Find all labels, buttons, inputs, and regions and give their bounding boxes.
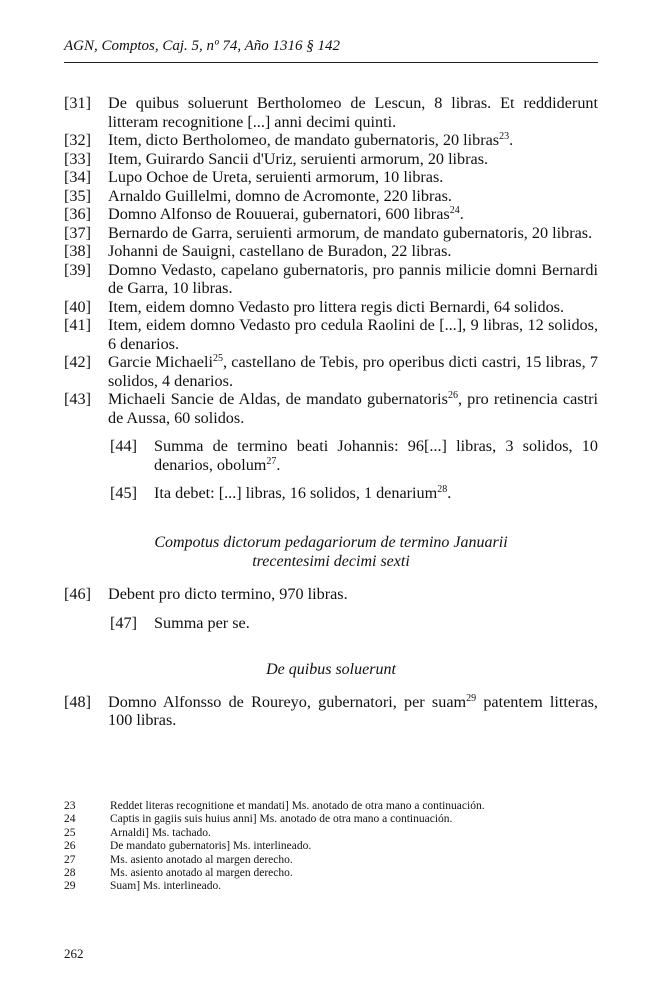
entry-text: Bernardo de Garra, seruienti armorum, de mandato gubernatoris, 20 libras.: [108, 223, 593, 242]
entry-text-after: .: [447, 484, 452, 502]
footnote-ref: 23: [499, 131, 510, 142]
entry-text: Summa per se.: [154, 614, 250, 632]
entry-number: [35]: [64, 186, 91, 205]
footnote-ref: 26: [447, 390, 458, 401]
entry-text: Item, dicto Bertholomeo, de mandato gubernatoris, 20 libras: [108, 131, 500, 149]
entry-text: Summa de termino beati Johannis: 96[...] libras, 3 solidos, 10 denarios, obolum: [154, 437, 598, 474]
entry-text-after: , castellano de Tebis, pro operibus dicti castri, 15 libras, 7 solidos, 4 denarios.: [108, 353, 598, 390]
footnote: [64, 854, 598, 867]
section-heading: [64, 533, 598, 571]
footnote: [64, 827, 598, 840]
entry: [0, 242, 660, 261]
footnotes: [64, 800, 598, 894]
entry-45: [0, 484, 660, 503]
entry-text: Arnaldo Guillelmi, domno de Acromonte, 220 libras.: [108, 186, 452, 205]
footnote-ref: 28: [437, 484, 448, 495]
footnote: [64, 880, 598, 893]
footnote-number: 25: [64, 826, 76, 839]
entry: [0, 224, 660, 243]
footnote-number: 29: [64, 880, 76, 893]
entry-number: [40]: [64, 297, 91, 316]
entry: [0, 94, 660, 131]
footnote-text: Suam] Ms. interlineado.: [110, 880, 222, 893]
header-rule: [64, 62, 598, 63]
entry-text-after: .: [276, 455, 281, 474]
footnote-number: 27: [64, 853, 76, 866]
entry-text: Johanni de Sauigni, castellano de Buradon, 22 libras.: [108, 242, 452, 260]
entry-number: [47]: [110, 614, 137, 632]
heading-line: Compotus dictorum pedagariorum de termino Januarii: [154, 533, 508, 551]
entry: [0, 316, 660, 353]
entry-text: Lupo Ochoe de Ureta, seruienti armorum, 10 libras.: [108, 168, 444, 186]
footnote-text: Arnaldi] Ms. tachado.: [110, 826, 211, 839]
entry-text-after: , pro retinencia castri de Aussa, 60 solidos.: [108, 390, 598, 427]
entry-text: Debent pro dicto termino, 970 libras.: [108, 584, 348, 603]
entry-text: Item, eidem domno Vedasto pro littera regis dicti Bernardi, 64 solidos.: [108, 297, 565, 316]
entry-text: Garcie Michaeli: [108, 353, 213, 371]
entry-number: [31]: [64, 94, 91, 112]
entry: [0, 150, 660, 169]
entry-47: [0, 614, 660, 633]
entry-48: [0, 693, 660, 730]
entry-number: [38]: [64, 242, 91, 260]
entry-text: Domno Vedasto, capelano gubernatoris, pro pannis milicie domni Bernardi de Garra, 10 libras.: [108, 260, 598, 297]
entry: [0, 131, 660, 150]
entry-number: [42]: [64, 353, 91, 371]
footnote: [64, 800, 598, 813]
entry-text: Domno Alfonsso de Roureyo, gubernatori, per suam: [108, 692, 467, 711]
entry-number: [48]: [64, 692, 91, 711]
entry-number: [41]: [64, 316, 91, 334]
footnote: [64, 840, 598, 853]
entry-46: [0, 585, 660, 604]
entry-text-after: .: [509, 131, 514, 149]
entry-number: [32]: [64, 131, 91, 149]
entry: [0, 168, 660, 187]
entry-text: De quibus soluerunt Bertholomeo de Lescun, 8 libras. Et reddiderunt litteram recognitione [...] anni decimi quinti.: [108, 94, 598, 131]
footnote-text: Reddet literas recognitione et mandati] Ms. anotado de otra mano a continuación.: [110, 800, 485, 812]
entry: [0, 187, 660, 206]
entry-text: Michaeli Sancie de Aldas, de mandato gubernatoris: [108, 390, 448, 408]
entry-number: [46]: [64, 584, 91, 603]
entry: [0, 261, 660, 298]
footnote-ref: 25: [212, 353, 223, 364]
heading-line: trecentesimi decimi sexti: [252, 552, 410, 570]
footnote: [64, 867, 598, 880]
footnote: [64, 813, 598, 826]
entry-number: [43]: [64, 390, 91, 408]
entry-number: [33]: [64, 149, 91, 168]
footnote-number: 23: [64, 800, 76, 812]
section-heading: De quibus soluerunt: [266, 660, 396, 678]
entry: [0, 205, 660, 224]
footnote-text: Ms. asiento anotado al margen derecho.: [110, 853, 293, 866]
entry-44: [0, 437, 660, 474]
footnote-ref: 24: [449, 205, 460, 216]
entry-text: Item, eidem domno Vedasto pro cedula Raolini de [...], 9 libras, 12 solidos, 6 denarios.: [108, 316, 598, 353]
footnote-number: 24: [64, 813, 76, 826]
footnote-text: De mandato gubernatoris] Ms. interlineado.: [110, 840, 312, 853]
footnote-text: Captis in gagiis suis huius anni] Ms. anotado de otra mano a continuación.: [110, 813, 453, 826]
entry-text: Ita debet: [...] libras, 16 solidos, 1 denarium: [154, 484, 438, 502]
entry-number: [34]: [64, 168, 91, 186]
entry: [0, 390, 660, 427]
footnote-ref: 29: [466, 692, 477, 704]
entry-number: [45]: [110, 484, 137, 502]
entries-list: [0, 94, 660, 427]
footnote-number: 26: [64, 840, 76, 853]
entry-text-after: .: [459, 205, 464, 223]
page-number: 262: [64, 946, 84, 961]
footnote-text: Ms. asiento anotado al margen derecho.: [110, 867, 293, 880]
entry-text: Domno Alfonso de Rouuerai, gubernatori, 600 libras: [108, 205, 450, 223]
footnote-number: 28: [64, 867, 76, 880]
running-header: AGN, Comptos, Caj. 5, nº 74, Año 1316 § 142: [64, 38, 341, 54]
entries: [0, 94, 660, 730]
entry-number: [44]: [110, 437, 137, 455]
entry-number: [37]: [64, 223, 91, 242]
entry: [0, 298, 660, 317]
footnote-ref: 27: [266, 455, 277, 467]
entry-text-after: patentem litteras, 100 libras.: [108, 692, 598, 729]
entry-number: [36]: [64, 205, 91, 223]
entry-number: [39]: [64, 260, 91, 279]
entry: [0, 353, 660, 390]
entry-text: Item, Guirardo Sancii d'Uriz, seruienti armorum, 20 libras.: [108, 149, 489, 168]
